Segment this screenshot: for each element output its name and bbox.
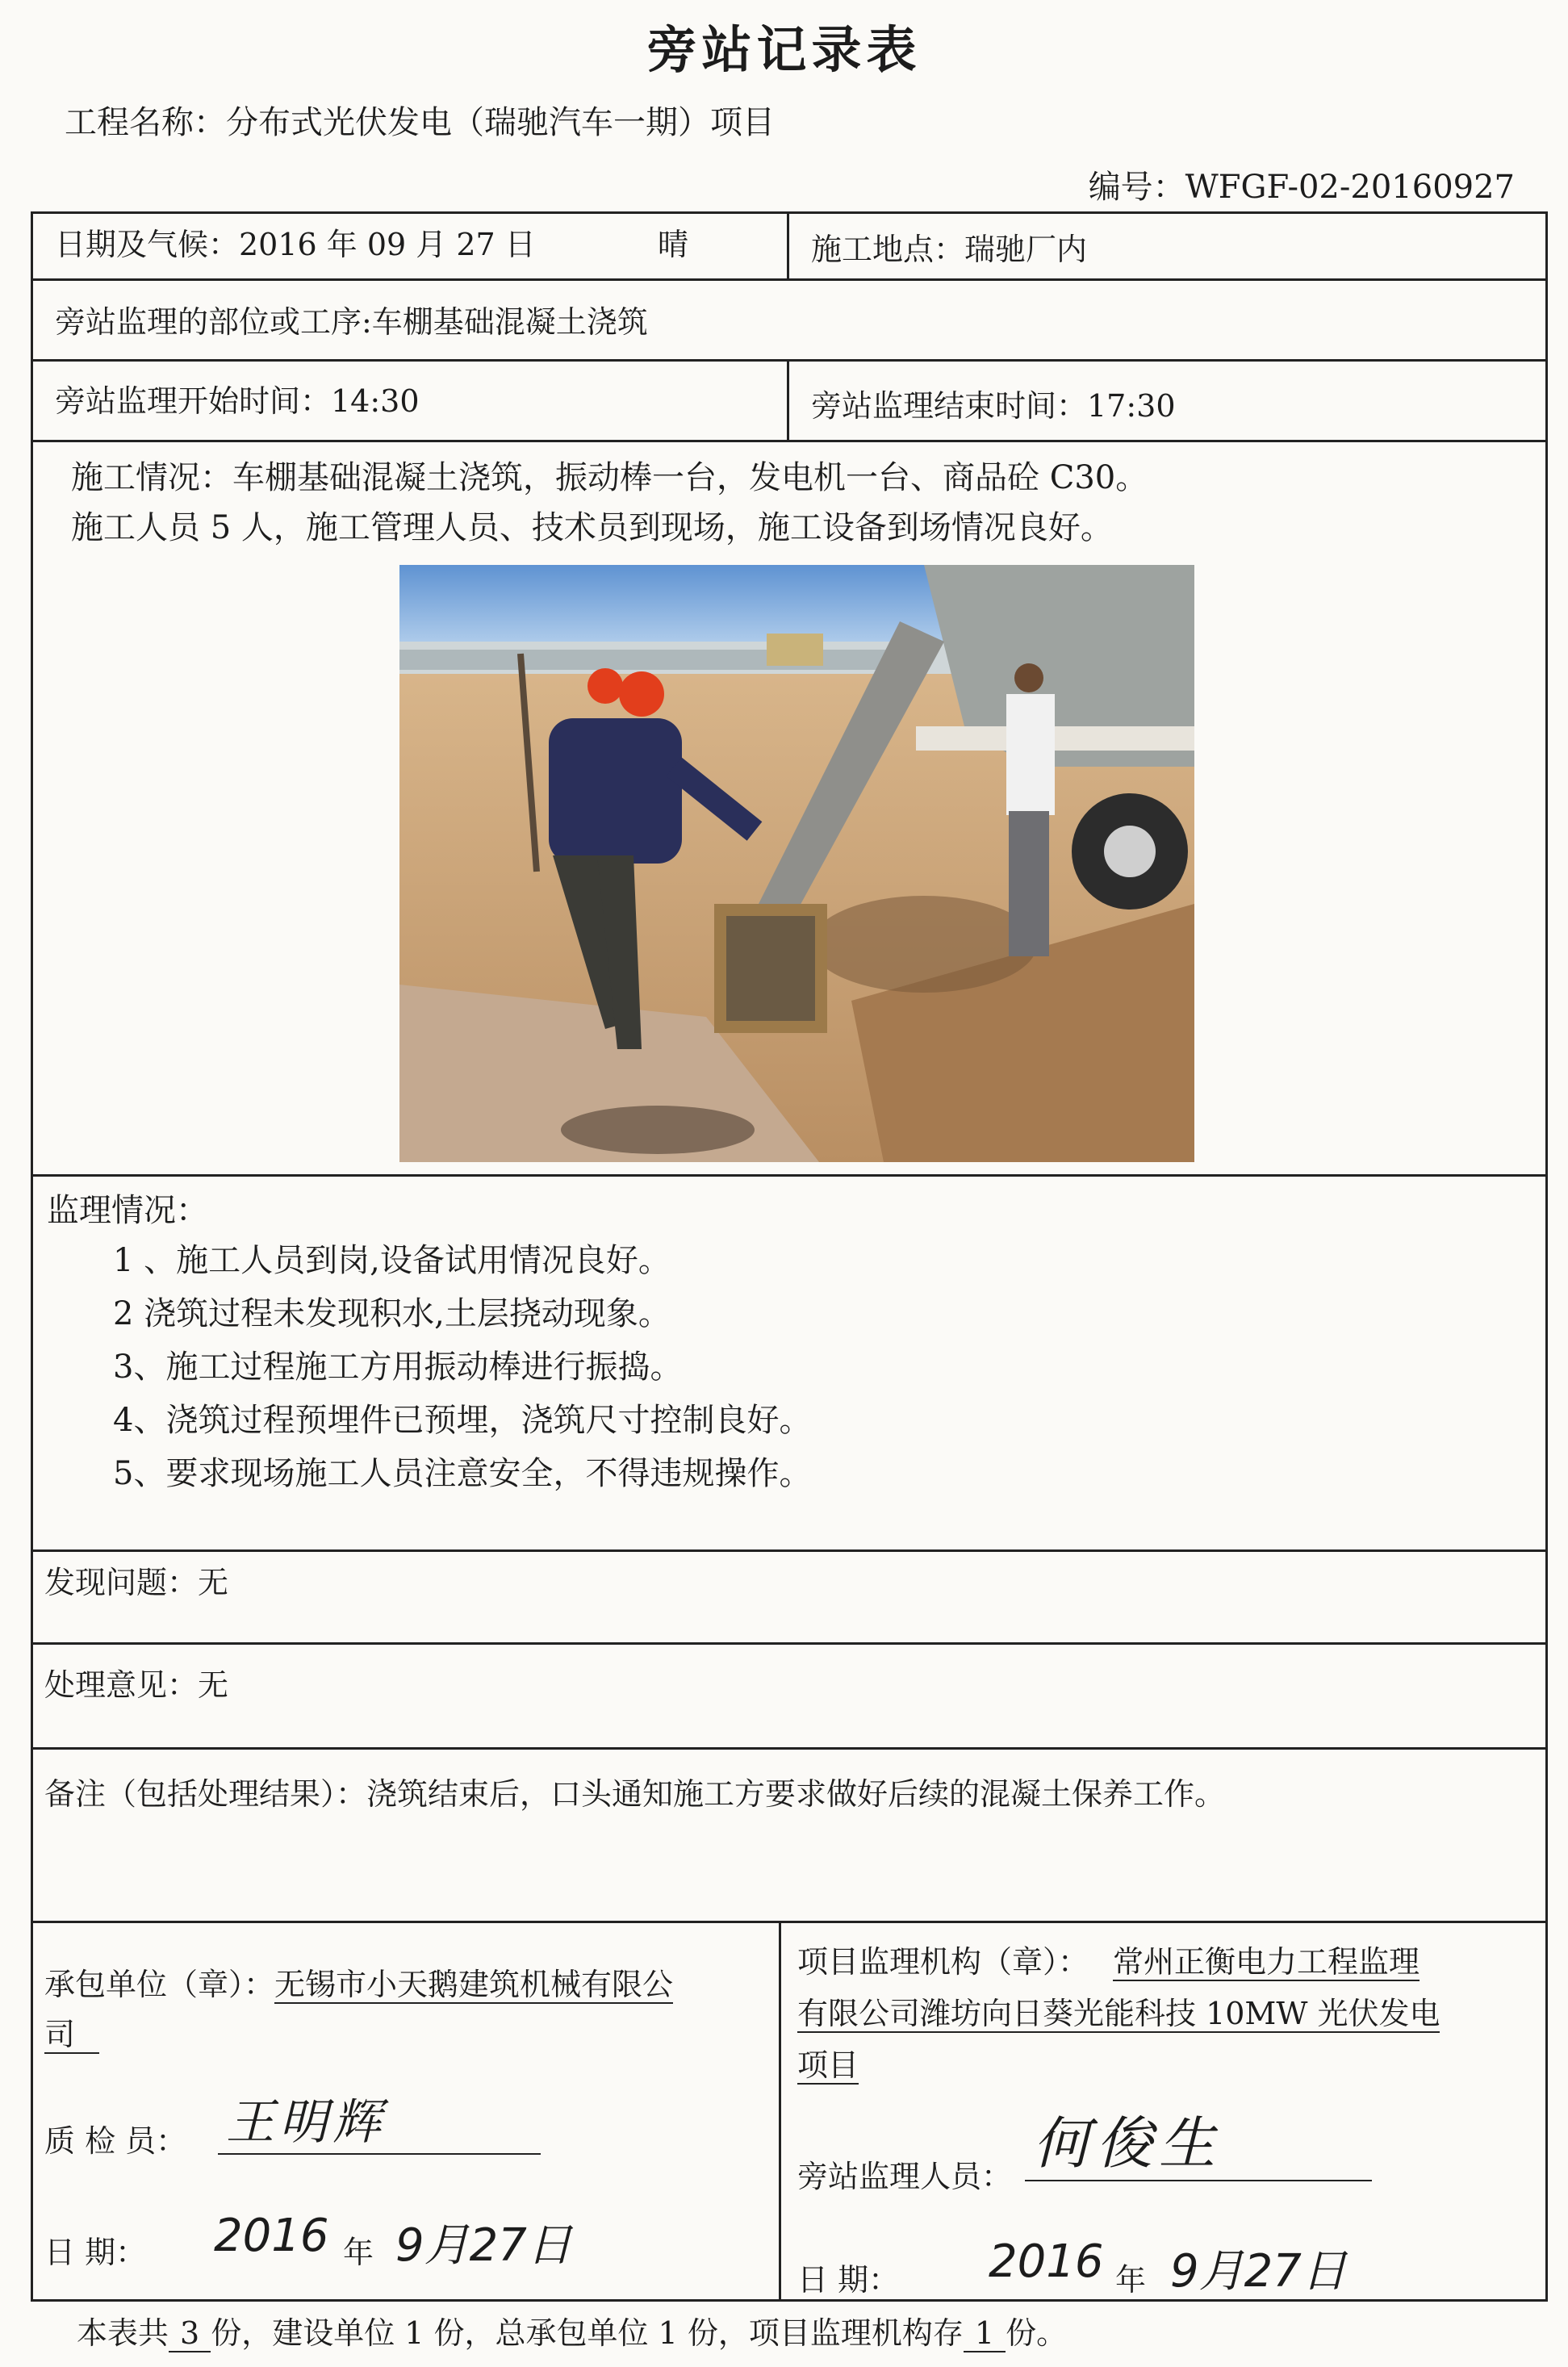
supervision-item: 2 浇筑过程未发现积水,土层挠动现象。 (113, 1295, 671, 1332)
document-code: 编号：WFGF-02-20160927 (1088, 169, 1515, 206)
document-title: 旁站记录表 (646, 20, 922, 79)
supervisor-org-label: 项目监理机构（章）： (797, 1944, 1089, 1980)
supervisor-org-line (797, 1937, 1420, 1981)
col-divider (787, 211, 789, 278)
copies-mid: 份，建设单位 1 份，总承包单位 1 份，项目监理机构存 (211, 2315, 964, 2351)
total-copies: 3 (169, 2315, 211, 2352)
copies-pre: 本表共 (77, 2315, 169, 2351)
row-divider (31, 359, 1548, 362)
construction-line-1: 施工情况：车棚基础混凝土浇筑，振动棒一台，发电机一台、商品砼 C30。 (71, 459, 1148, 496)
row-divider (31, 1747, 1548, 1750)
weather: 晴 (658, 227, 689, 262)
supervision-item: 4、浇筑过程预埋件已预埋，浇筑尺寸控制良好。 (113, 1402, 812, 1439)
col-divider (787, 359, 789, 440)
row-divider (31, 440, 1548, 442)
contractor-line (44, 1959, 673, 2004)
copies-note (77, 2308, 1067, 2352)
supervisor-signature: 何俊生 (1025, 2098, 1372, 2181)
supervisor-person-label: 旁站监理人员： (797, 2159, 1013, 2194)
location: 施工地点：瑞驰厂内 (811, 232, 1088, 267)
construction-line-2: 施工人员 5 人，施工管理人员、技术员到现场，施工设备到场情况良好。 (71, 509, 1113, 546)
site-photo (399, 565, 1194, 1162)
supervisor-org-cont-2 (797, 2040, 859, 2085)
date-year-right: 2016 (989, 2235, 1104, 2288)
handling-opinion: 处理意见：无 (44, 1667, 229, 1703)
date-md-left: 9月27日 (395, 2219, 572, 2272)
supervisor-org-name-2: 有限公司潍坊向日葵光能科技 10MW 光伏发电 (797, 1996, 1440, 2031)
supervisor-org-cont (797, 1989, 1440, 2033)
supervision-title: 监理情况： (47, 1192, 208, 1229)
year-char-left: 年 (343, 2235, 374, 2270)
inspector-label: 质 检 员： (44, 2123, 187, 2159)
project-name: 工程名称：分布式光伏发电（瑞驰汽车一期）项目 (65, 104, 775, 141)
inspector-signature: 王明辉 (218, 2084, 541, 2155)
contractor-name-cont (44, 2009, 99, 2054)
issues-found: 发现问题：无 (44, 1565, 229, 1600)
row-divider (31, 278, 1548, 281)
supervision-item: 5、要求现场施工人员注意安全，不得违规操作。 (113, 1455, 812, 1492)
remarks: 备注（包括处理结果）：浇筑结束后，口头通知施工方要求做好后续的混凝土保养工作。 (44, 1776, 1226, 1812)
date-md-right: 9月27日 (1170, 2245, 1347, 2298)
row-divider (31, 1642, 1548, 1645)
date-weather: 日期及气候：2016 年 09 月 27 日 (55, 227, 536, 262)
row-divider (31, 1549, 1548, 1552)
copies-post: 份。 (1006, 2315, 1068, 2351)
supervisor-org-name: 常州正衡电力工程监理 (1113, 1944, 1420, 1980)
contractor-label: 承包单位（章）： (44, 1967, 275, 2002)
kept-copies: 1 (964, 2315, 1006, 2352)
contractor-name: 无锡市小天鹅建筑机械有限公 (274, 1967, 674, 2002)
start-time: 旁站监理开始时间：14:30 (55, 383, 420, 419)
col-divider (779, 1921, 781, 2302)
date-label-left: 日 期： (44, 2235, 147, 2270)
row-divider (31, 1174, 1548, 1177)
contractor-name-tail: 司 (44, 2017, 99, 2054)
row-divider (31, 1921, 1548, 1923)
supervisor-org-name-3: 项目 (797, 2047, 859, 2083)
supervised-part: 旁站监理的部位或工序:车棚基础混凝土浇筑 (55, 304, 648, 340)
year-char-right: 年 (1115, 2262, 1147, 2298)
date-year-left: 2016 (214, 2210, 329, 2262)
supervision-item: 1 、施工人员到岗,设备试用情况良好。 (113, 1242, 671, 1279)
end-time: 旁站监理结束时间：17:30 (811, 388, 1176, 424)
date-label-right: 日 期： (797, 2262, 900, 2298)
supervision-item: 3、施工过程施工方用振动棒进行振捣。 (113, 1349, 683, 1386)
